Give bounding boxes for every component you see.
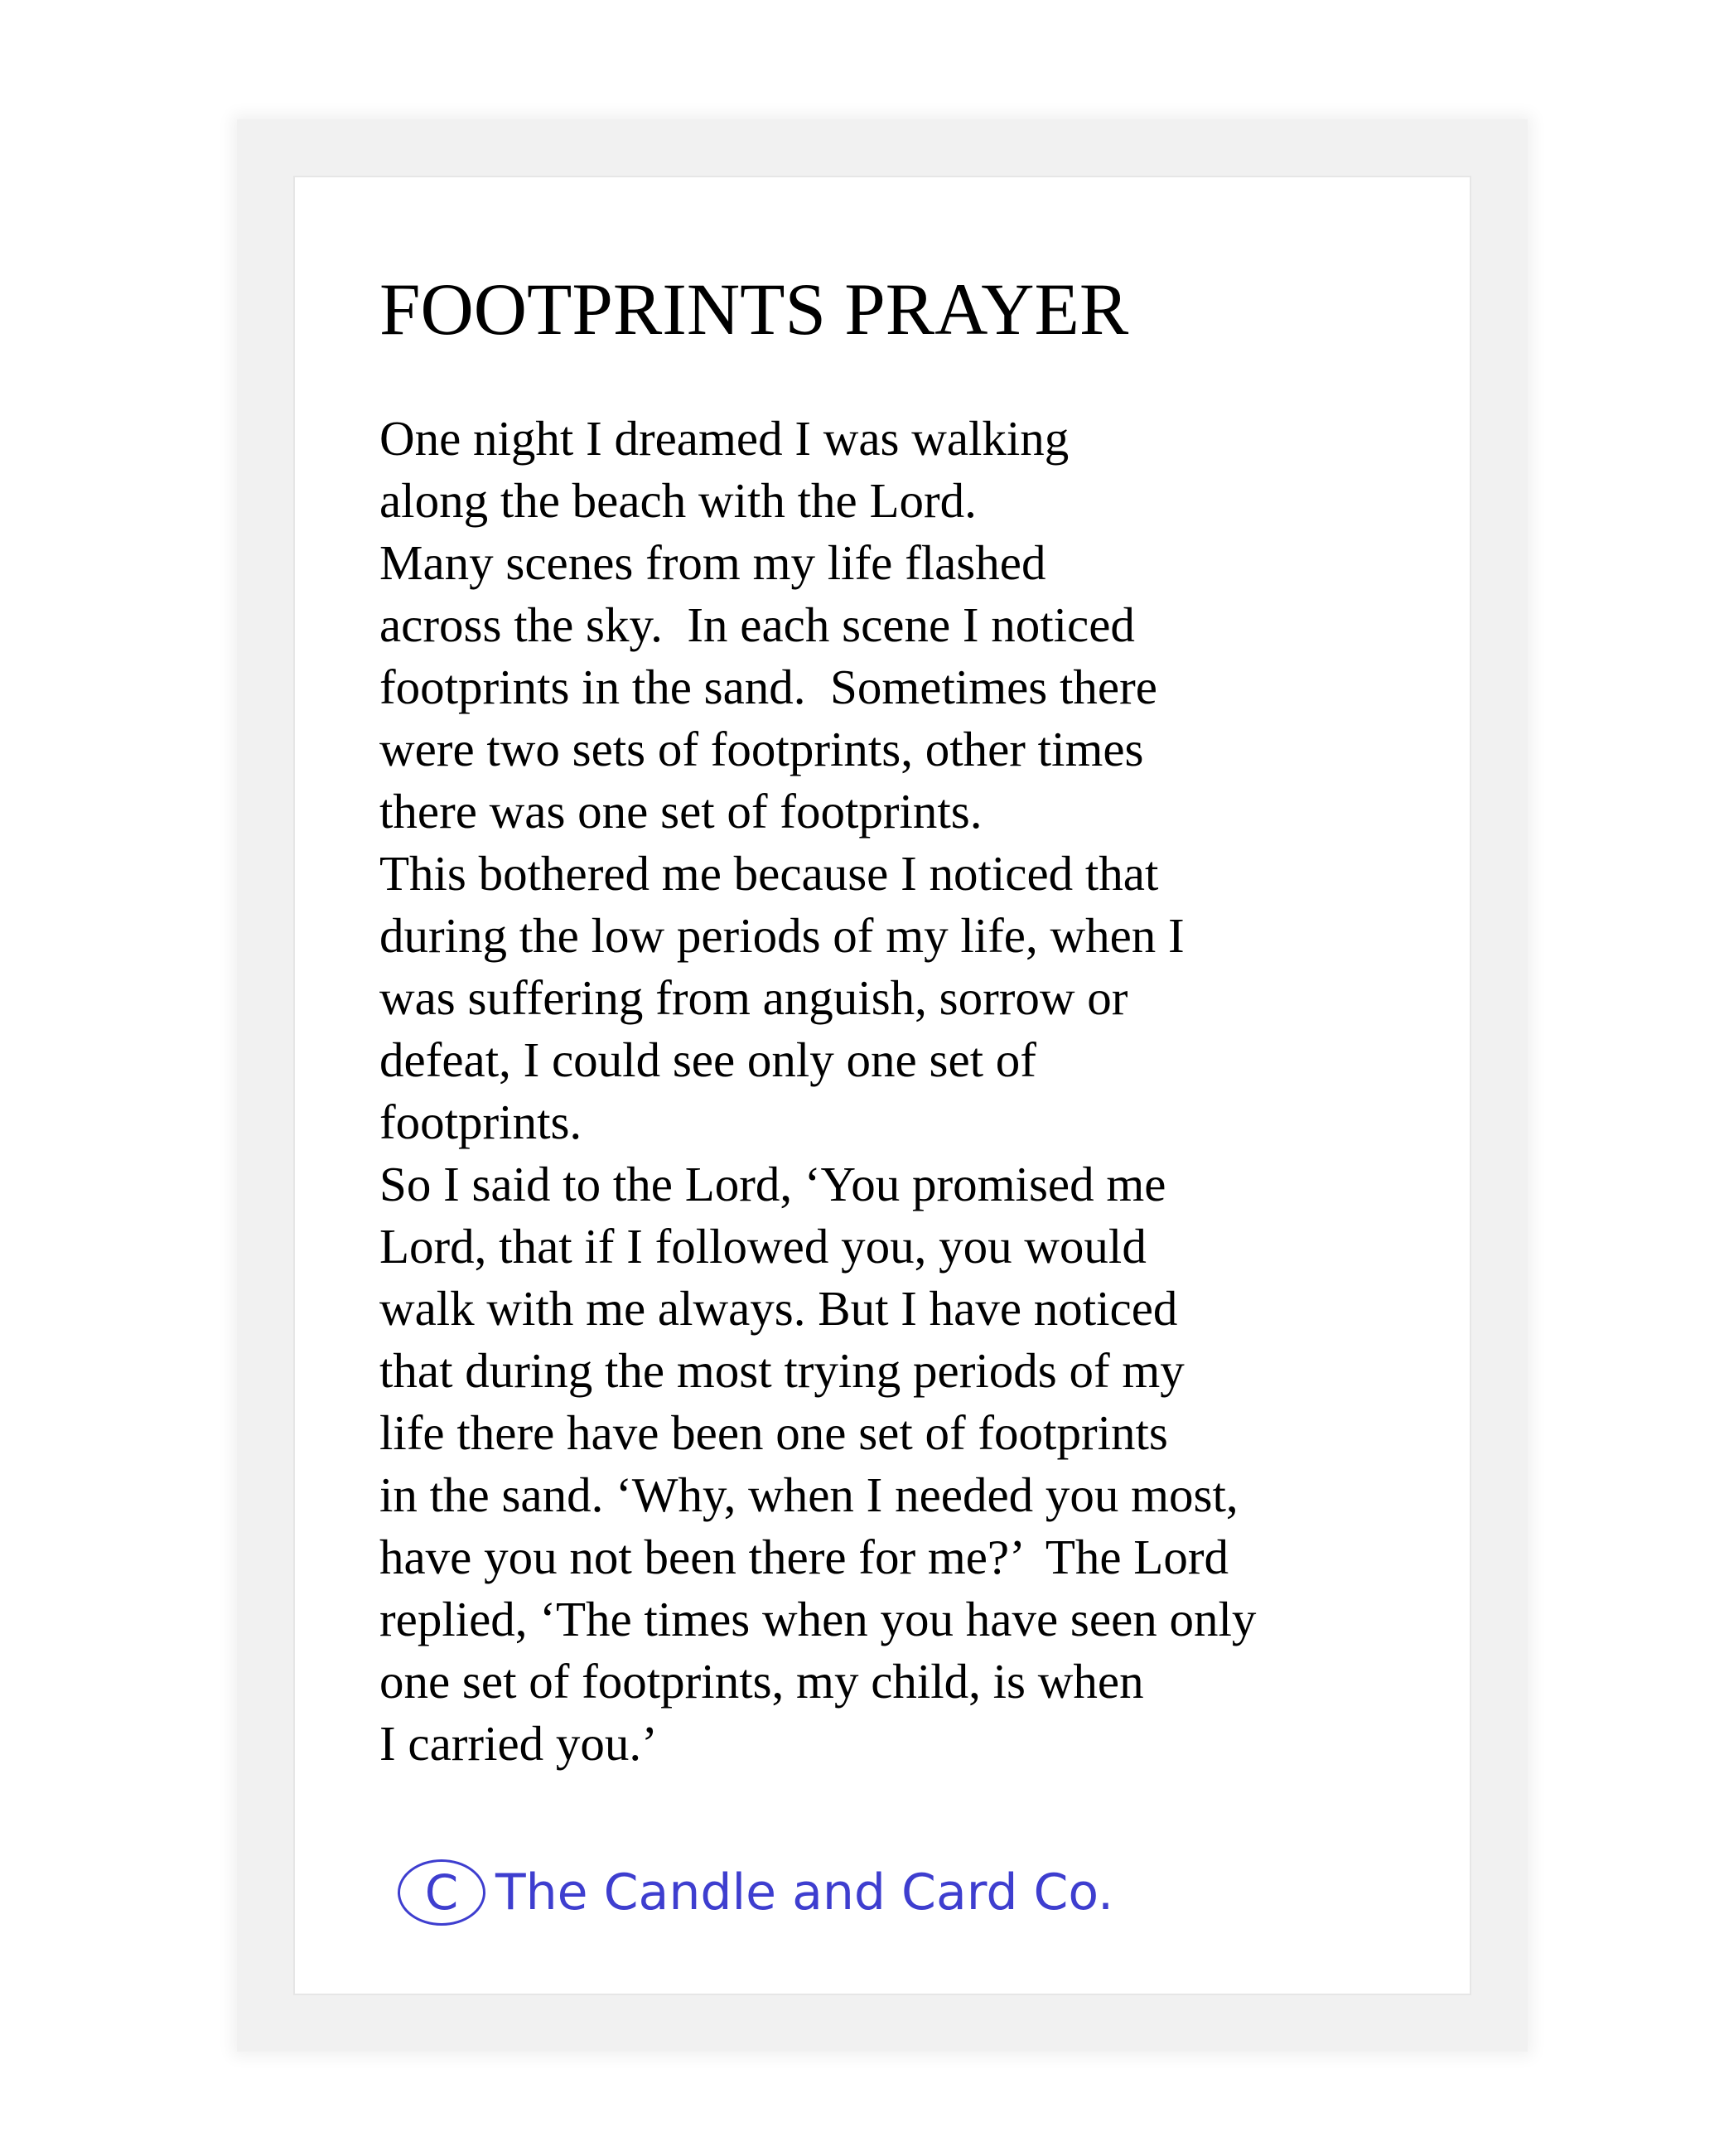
prayer-line: one set of footprints, my child, is when (379, 1654, 1144, 1709)
prayer-card (293, 176, 1471, 1995)
card-frame (237, 119, 1528, 2052)
prayer-line: footprints. (379, 1095, 582, 1149)
prayer-line: have you not been there for me?’ The Lord (379, 1530, 1229, 1584)
company-name: The Candle and Card Co. (495, 1864, 1114, 1922)
prayer-line: One night I dreamed I was walking (379, 411, 1070, 466)
prayer-line: defeat, I could see only one set of (379, 1032, 1036, 1087)
prayer-line: replied, ‘The times when you have seen only (379, 1592, 1257, 1646)
prayer-line: life there have been one set of footprints (379, 1405, 1168, 1460)
prayer-line: was suffering from anguish, sorrow or (379, 970, 1128, 1025)
copyright-notice (398, 1859, 1113, 1926)
prayer-line: in the sand. ‘Why, when I needed you most, (379, 1467, 1239, 1522)
prayer-line: walk with me always. But I have noticed (379, 1281, 1178, 1336)
prayer-line: Many scenes from my life flashed (379, 535, 1046, 590)
prayer-line: that during the most trying periods of my (379, 1343, 1185, 1398)
prayer-line: along the beach with the Lord. (379, 473, 977, 528)
prayer-line: there was one set of footprints. (379, 784, 983, 839)
copyright-icon: C (398, 1859, 485, 1926)
prayer-line: Lord, that if I followed you, you would (379, 1219, 1147, 1274)
prayer-line: So I said to the Lord, ‘You promised me (379, 1157, 1166, 1211)
prayer-line: were two sets of footprints, other times (379, 722, 1144, 776)
prayer-line: footprints in the sand. Sometimes there (379, 660, 1157, 714)
prayer-line: I carried you.’ (379, 1716, 658, 1771)
prayer-title: FOOTPRINTS PRAYER (379, 269, 1129, 350)
prayer-line: across the sky. In each scene I noticed (379, 597, 1135, 652)
prayer-line: This bothered me because I noticed that (379, 846, 1159, 901)
prayer-line: during the low periods of my life, when I (379, 908, 1185, 963)
prayer-text (379, 408, 1256, 1775)
